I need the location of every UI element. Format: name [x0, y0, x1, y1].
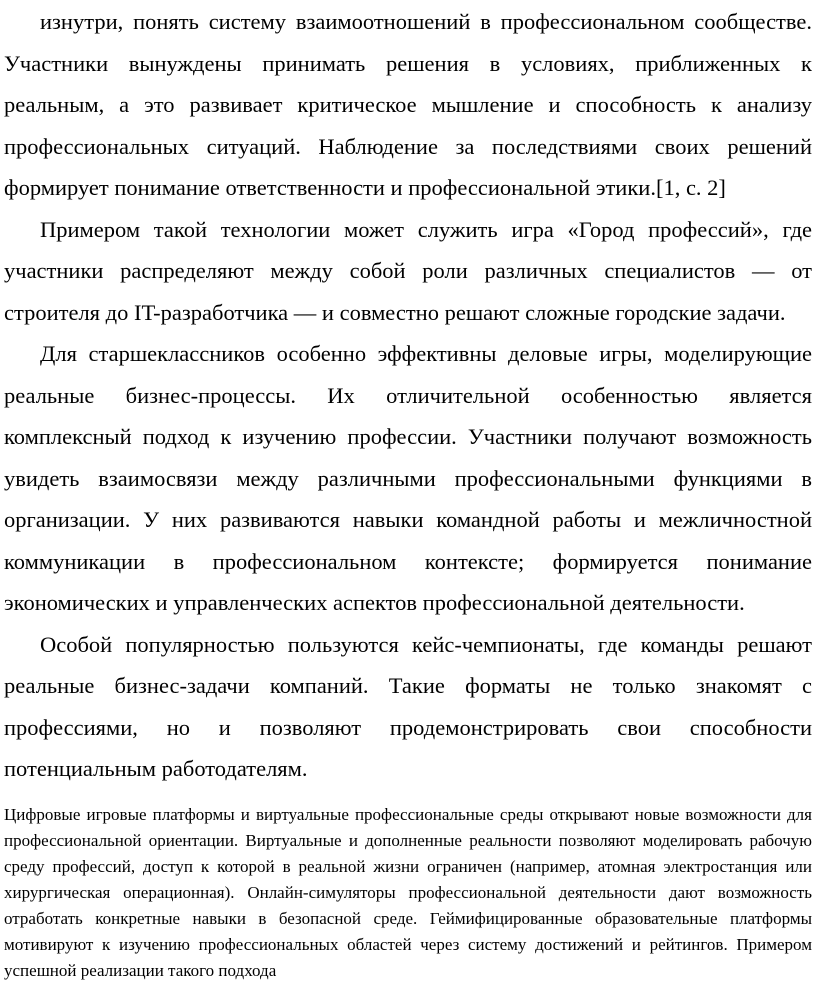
- paragraph-role-playing-conclusion: изнутри, понять систему взаимоотношений в профессиональном сообществе. Участники вынуждены принимать решения в условиях, приближенных к реальным, а это развивает критическое мышление и способность к анализу профессиональных ситуаций. Наблюдение за последствиями своих решений формирует понимание ответственности и профессиональной этики.[1, с. 2]: [4, 9, 812, 200]
- paragraph-digital-platforms: Цифровые игровые платформы и виртуальные профессиональные среды открывают новые возможности для профессиональной ориентации. Виртуальные и дополненные реальности позволяют моделировать рабочую среду профессий, доступ к которой в реальной жизни ограничен (например, атомная электростанция или хирургическая операционная). Онлайн-симуляторы профессиональной деятельности дают возможность отработать конкретные навыки в безопасной среде. Геймифицированные образовательные платформы мотивируют к изучению профессиональных областей через систему достижений и рейтингов. Примером успешной реализации такого подхода: [4, 804, 812, 980]
- paragraph-city-of-professions: Примером такой технологии может служить игра «Город профессий», где участники распределяют между собой роли различных специалистов — от строителя до IT-разработчика — и совместно решают сложные городские задачи.: [4, 216, 812, 325]
- paragraph-case-championships: Особой популярностью пользуются кейс-чемпионаты, где команды решают реальные бизнес-задачи компаний. Такие форматы не только знакомят с профессиями, но и позволяют продемонстрировать свои способности потенциальным работодателям.: [4, 631, 812, 781]
- paragraph-business-games: Для старшеклассников особенно эффективны деловые игры, моделирующие реальные бизнес-процессы. Их отличительной особенностью является комплексный подход к изучению профессии. Участники получают возможность увидеть взаимосвязи между различными профессиональными функциями в организации. У них развиваются навыки командной работы и межличностной коммуникации в профессиональном контексте; формируется понимание экономических и управленческих аспектов профессиональной деятельности.: [4, 341, 812, 615]
